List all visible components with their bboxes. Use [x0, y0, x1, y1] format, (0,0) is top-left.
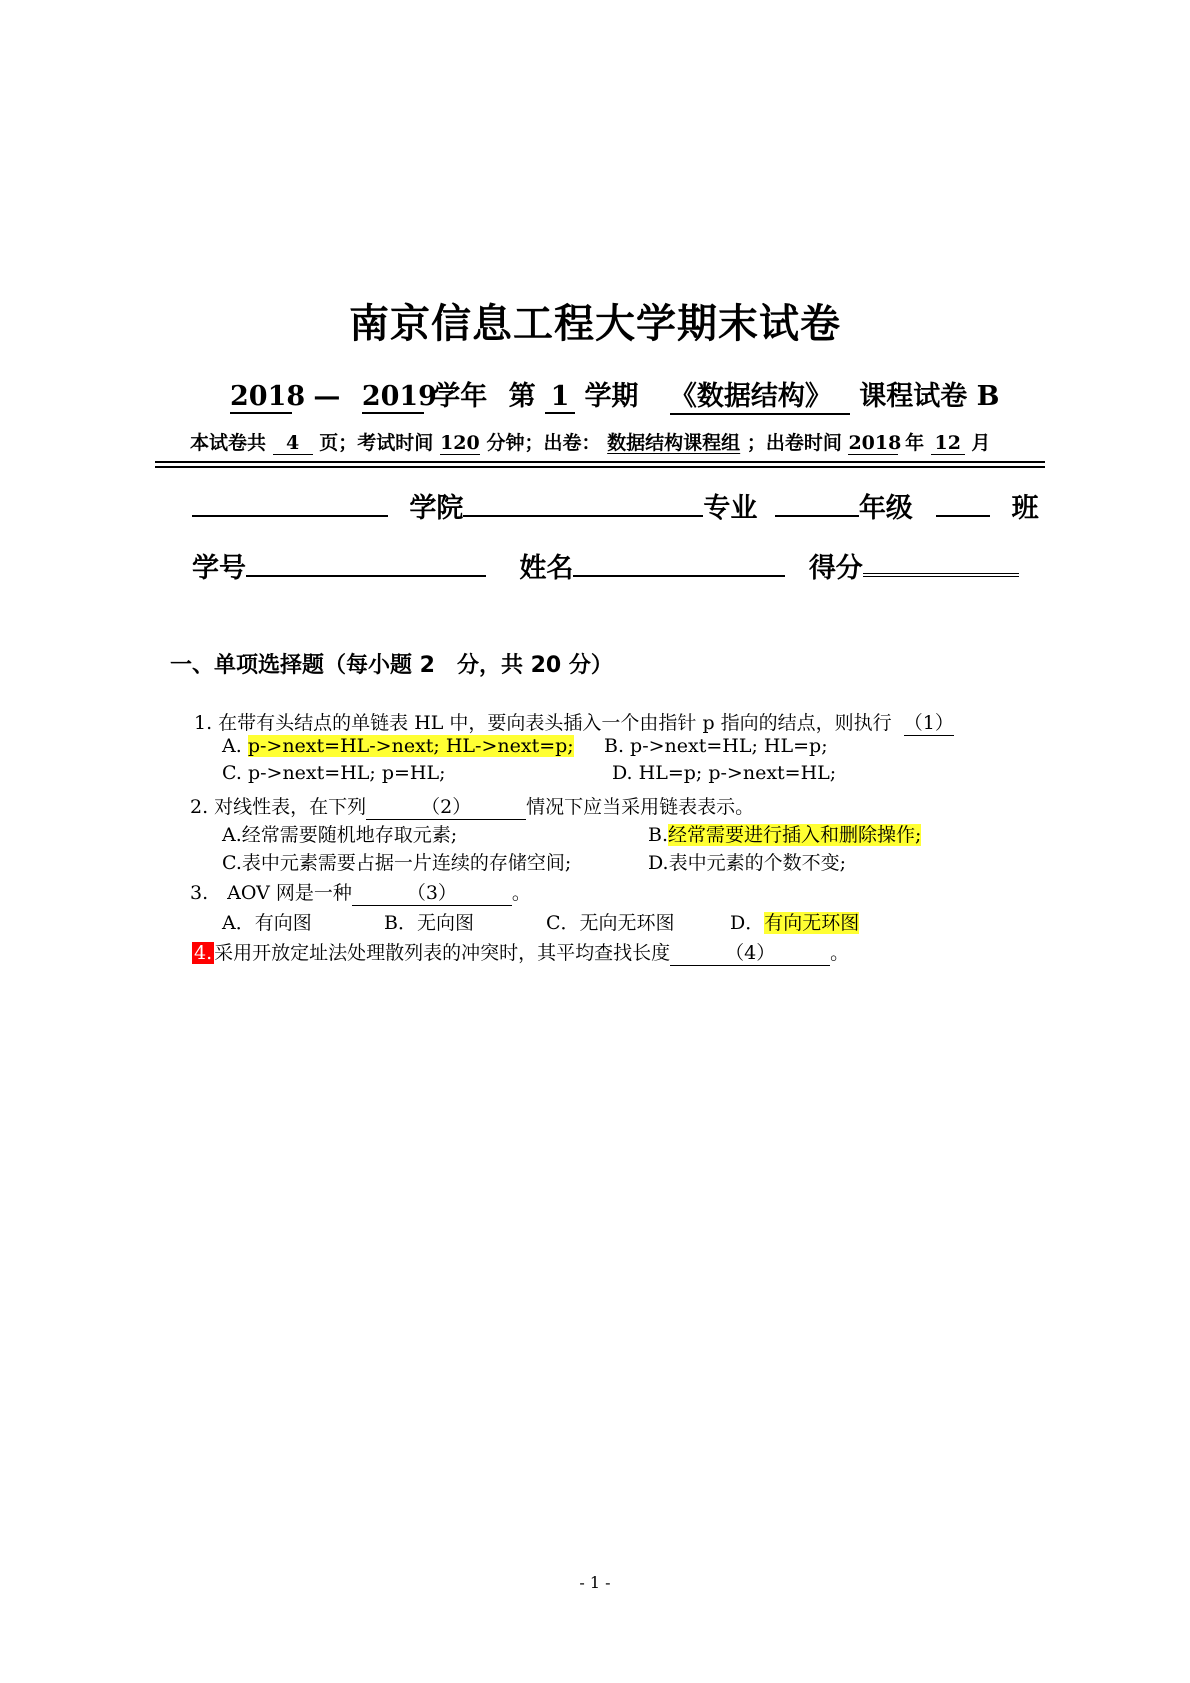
term-label: 学期 — [584, 381, 639, 412]
question-1-option-a[interactable] — [222, 735, 574, 757]
duration-suffix: 分钟；出卷： — [486, 432, 601, 454]
student-id-label: 学号 — [192, 553, 246, 584]
header-rule-top — [155, 461, 1045, 463]
section-1-title: 一、单项选择题（每小题 2 分，共 20 分） — [170, 653, 613, 678]
name-label: 姓名 — [519, 553, 574, 584]
exam-month: 12 — [931, 432, 965, 455]
question-4-number-marker: 4. — [194, 942, 213, 964]
pages-prefix: 本试卷共 — [190, 432, 267, 454]
student-info-row-1 — [192, 486, 1039, 525]
date-prefix: ；出卷时间 — [746, 432, 842, 454]
question-3-option-b[interactable]: B．无向图 — [384, 912, 474, 934]
option-b-label: B. — [648, 824, 669, 846]
question-3-text-after: 。 — [511, 882, 531, 904]
year-label: 学年 — [433, 381, 488, 412]
course-suffix: 课程试卷 — [859, 381, 968, 412]
question-1-blank[interactable]: （1） — [904, 708, 954, 736]
term-line — [230, 374, 999, 415]
page-number: - 1 - — [579, 1573, 611, 1592]
grade-label: 年级 — [858, 493, 913, 524]
class-blank[interactable] — [936, 515, 990, 517]
question-2-option-c[interactable]: C.表中元素需要占据一片连续的存储空间; — [222, 852, 572, 874]
question-3-option-c[interactable]: C．无向无环图 — [546, 912, 675, 934]
question-1-option-b[interactable]: B. p->next=HL; HL=p; — [604, 735, 828, 757]
question-4-text: 采用开放定址法处理散列表的冲突时，其平均查找长度 — [214, 942, 671, 964]
pages-suffix: 页；考试时间 — [319, 432, 434, 454]
question-2-option-d[interactable]: D.表中元素的个数不变; — [648, 852, 846, 874]
question-4-text-after: 。 — [830, 942, 850, 964]
exam-meta-line — [190, 428, 990, 455]
question-1-option-c[interactable]: C. p->next=HL; p=HL; — [222, 762, 446, 784]
question-3 — [190, 878, 531, 906]
term-prefix: 第 — [508, 381, 536, 412]
option-b-end: ; — [915, 824, 922, 846]
major-label: 专业 — [703, 493, 758, 524]
question-2-option-a[interactable]: A.经常需要随机地存取元素; — [222, 824, 458, 846]
option-d-text: 有向无环图 — [764, 912, 860, 934]
option-b-text: 经常需要进行插入和删除操作 — [668, 824, 916, 846]
paper-type: B — [976, 381, 1000, 412]
option-a-label: A. — [222, 735, 242, 757]
exam-year: 2018 — [848, 432, 902, 454]
year-unit: 年 — [905, 432, 925, 454]
page-count: 4 — [273, 432, 313, 455]
question-2-text: 2. 对线性表，在下列 — [190, 796, 367, 818]
author: 数据结构课程组 — [607, 432, 741, 454]
class-label: 班 — [1011, 493, 1039, 524]
student-info-row-2 — [192, 546, 1019, 585]
option-a-text: p->next=HL->next; HL->next=p; — [247, 735, 574, 757]
question-2-text-after: 情况下应当采用链表表示。 — [526, 796, 755, 818]
header-rule-bottom — [155, 466, 1045, 468]
question-2-blank[interactable]: （2） — [366, 792, 526, 820]
question-3-blank[interactable]: （3） — [352, 878, 512, 906]
question-1-option-d[interactable]: D. HL=p; p->next=HL; — [612, 762, 837, 784]
year-end: 2019 — [361, 381, 437, 412]
question-4 — [192, 938, 849, 966]
question-1-text: 1. 在带有头结点的单链表 HL 中，要向表头插入一个由指针 p 指向的结点，则执行 — [194, 712, 892, 734]
college-label: 学院 — [409, 493, 464, 524]
duration: 120 — [440, 432, 480, 454]
course-name: 《数据结构》 — [670, 374, 850, 415]
year-separator: — — [313, 381, 341, 412]
question-1 — [194, 708, 954, 736]
exam-title: 南京信息工程大学期末试卷 — [349, 301, 841, 347]
major-blank[interactable] — [463, 515, 703, 517]
question-4-blank[interactable]: （4） — [670, 938, 830, 966]
year-start: 2018 — [230, 381, 306, 412]
college-blank[interactable] — [192, 515, 388, 517]
score-label: 得分 — [808, 553, 863, 584]
score-blank[interactable] — [863, 573, 1019, 577]
term-number: 1 — [545, 381, 575, 414]
question-2-option-b[interactable] — [648, 820, 921, 847]
question-3-text: 3. AOV 网是一种 — [190, 882, 352, 904]
name-blank[interactable] — [573, 575, 785, 577]
student-id-blank[interactable] — [246, 575, 486, 577]
option-d-label: D． — [730, 912, 765, 934]
month-unit: 月 — [971, 432, 991, 454]
question-3-option-d[interactable] — [730, 908, 859, 935]
question-3-option-a[interactable]: A．有向图 — [222, 912, 312, 934]
question-2 — [190, 792, 754, 820]
grade-blank[interactable] — [775, 515, 859, 517]
